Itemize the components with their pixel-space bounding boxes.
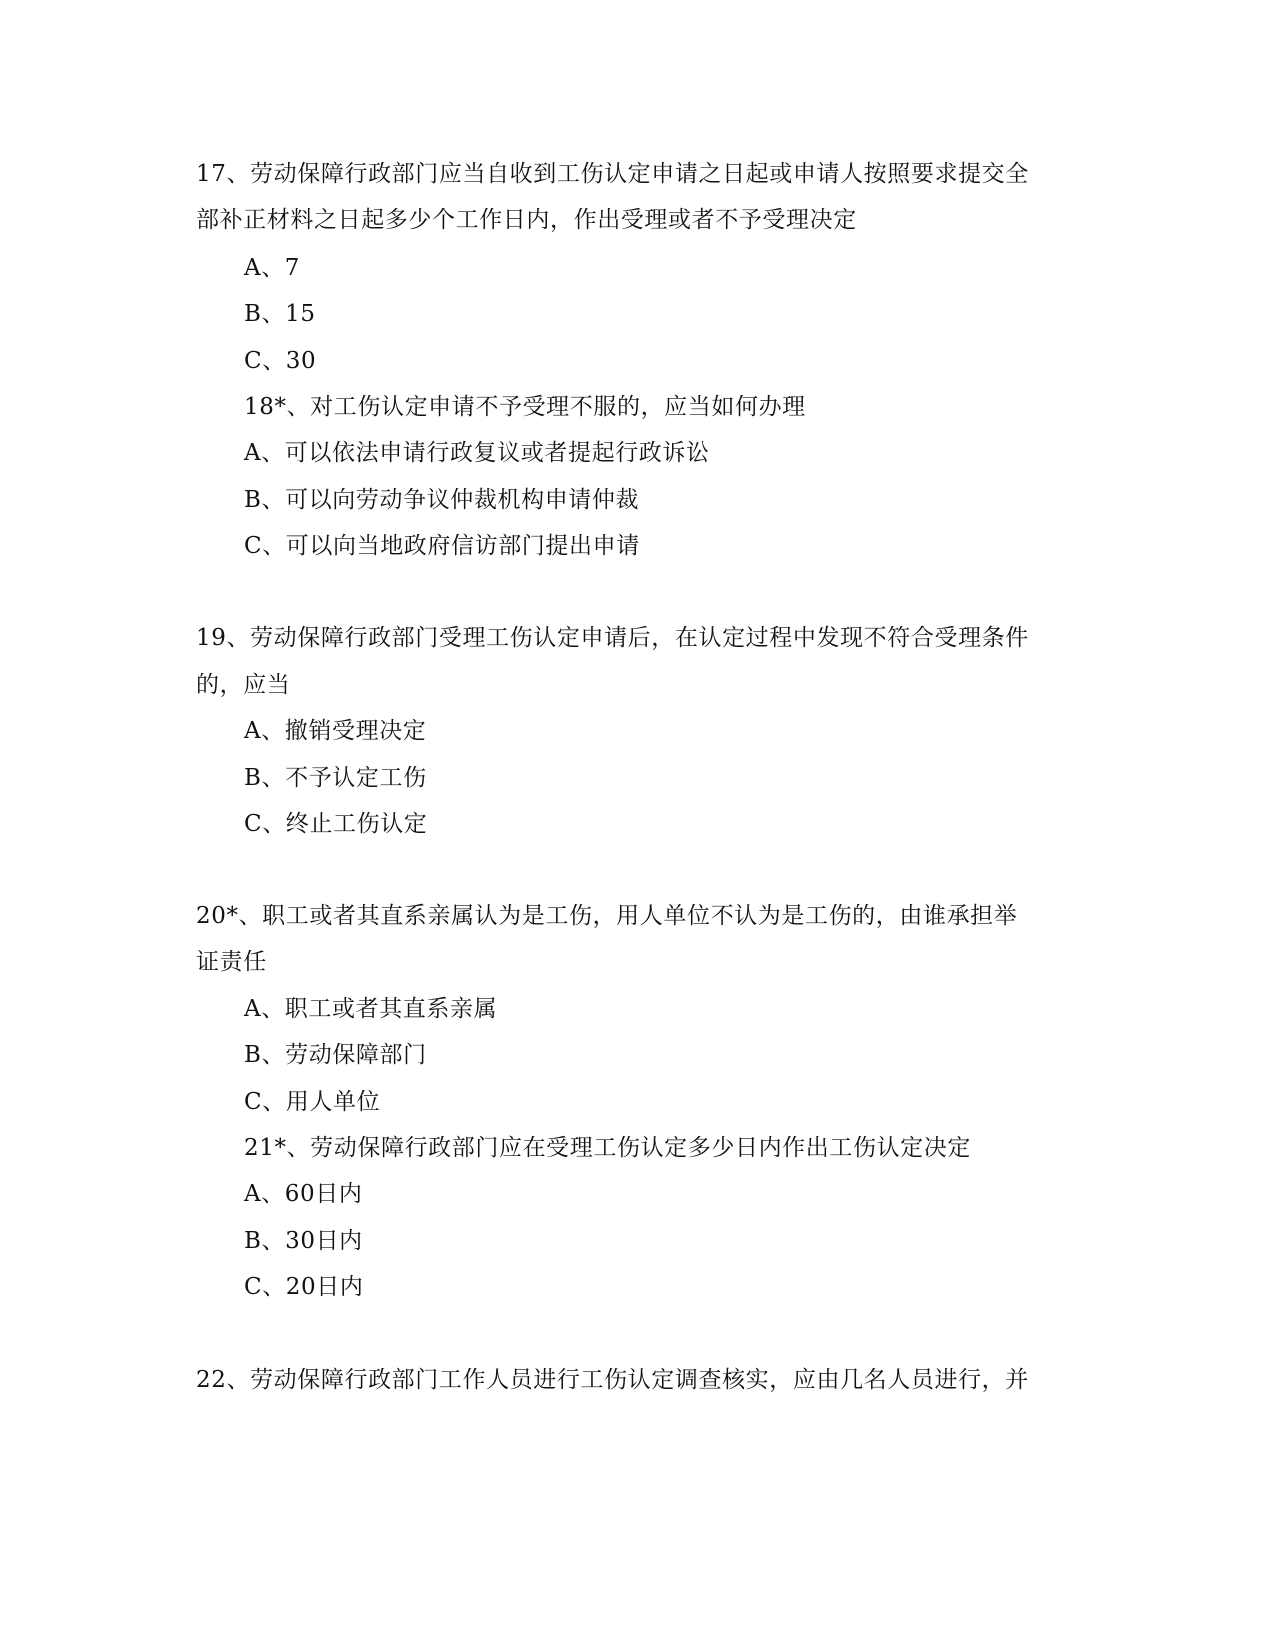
- question-20-option-b: B、劳动保障部门: [244, 1042, 427, 1068]
- question-19-option-a: A、撤销受理决定: [244, 718, 427, 744]
- question-17-option-a: A、7: [244, 255, 301, 281]
- question-18-option-c: C、可以向当地政府信访部门提出申请: [244, 533, 640, 559]
- question-19-option-b: B、不予认定工伤: [244, 765, 427, 791]
- question-21-option-b: B、30日内: [244, 1228, 363, 1254]
- question-20-option-a: A、职工或者其直系亲属: [244, 996, 498, 1022]
- question-19-stem-line-1: 19、劳动保障行政部门受理工伤认定申请后，在认定过程中发现不符合受理条件: [196, 625, 1029, 651]
- question-21-option-c: C、20日内: [244, 1274, 364, 1300]
- question-19-option-c: C、终止工伤认定: [244, 811, 428, 837]
- question-21-stem: 21*、劳动保障行政部门应在受理工伤认定多少日内作出工伤认定决定: [244, 1135, 971, 1161]
- question-20-option-c: C、用人单位: [244, 1089, 381, 1115]
- question-17-option-c: C、30: [244, 348, 317, 374]
- question-17-option-b: B、15: [244, 301, 316, 327]
- question-20-stem-line-2: 证责任: [196, 949, 267, 975]
- question-17-stem-line-1: 17、劳动保障行政部门应当自收到工伤认定申请之日起或申请人按照要求提交全: [196, 161, 1029, 187]
- question-18-stem: 18*、对工伤认定申请不予受理不服的，应当如何办理: [244, 394, 806, 420]
- question-20-stem-line-1: 20*、职工或者其直系亲属认为是工伤，用人单位不认为是工伤的，由谁承担举: [196, 903, 1018, 929]
- question-19-stem-line-2: 的，应当: [196, 672, 291, 698]
- question-18-option-b: B、可以向劳动争议仲裁机构申请仲裁: [244, 487, 640, 513]
- question-21-option-a: A、60日内: [244, 1181, 363, 1207]
- question-22-stem-line-1: 22、劳动保障行政部门工作人员进行工伤认定调查核实，应由几名人员进行，并: [196, 1367, 1029, 1393]
- question-18-option-a: A、可以依法申请行政复议或者提起行政诉讼: [244, 440, 710, 466]
- question-17-stem-line-2: 部补正材料之日起多少个工作日内，作出受理或者不予受理决定: [196, 207, 857, 233]
